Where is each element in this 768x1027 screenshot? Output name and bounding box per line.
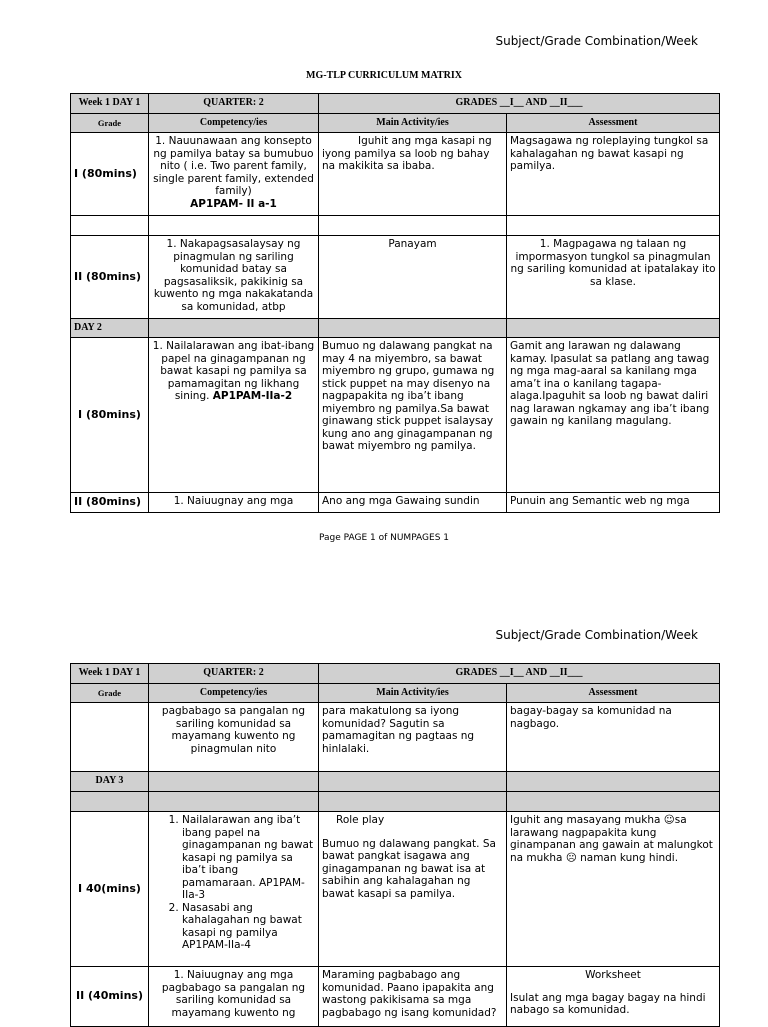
assessment-cell: Magsagawa ng roleplaying tungkol sa kahalagahan ng bawat kasapi ng pamilya. — [507, 133, 720, 216]
empty-row — [71, 216, 720, 236]
shaded-cell — [71, 792, 149, 812]
shaded-cell — [149, 792, 319, 812]
competency-cell: 1. Naiuugnay ang mga — [149, 493, 319, 513]
competency-cell — [149, 338, 319, 493]
grade-cell: I (80mins) — [71, 133, 149, 216]
activity-cell: Maraming pagbabago ang komunidad. Paano ipapakita ang wastong pakikisama sa mga pagbabago ng isang komunidad? — [319, 967, 507, 1027]
table-row — [71, 967, 720, 1027]
grade-cell: I 40(mins) — [71, 812, 149, 967]
competency-cell — [149, 812, 319, 967]
competency-cell: 1. Nakapagsasalaysay ng pinagmulan ng sariling komunidad batay sa pagsasaliksik, pakikinig sa kuwento ng mga nakakatanda sa komunidad, atbp — [149, 236, 319, 319]
grade-column-header: Grade — [71, 114, 149, 133]
column-header-row — [71, 114, 720, 133]
table-row — [71, 703, 720, 772]
shaded-cell — [319, 772, 507, 792]
day-label: DAY 2 — [71, 319, 149, 338]
competency-cell: pagbabago sa pangalan ng sariling komunidad sa mayamang kuwento ng pinagmulan nito — [149, 703, 319, 772]
table-row — [71, 812, 720, 967]
day-row — [71, 772, 720, 792]
shaded-cell — [319, 792, 507, 812]
quarter-label: QUARTER: 2 — [149, 94, 319, 114]
competency-column-header: Competency/ies — [149, 684, 319, 703]
assessment-text: Isulat ang mga bagay bagay na hindi nabago sa komunidad. — [510, 991, 706, 1016]
shaded-cell — [507, 772, 720, 792]
grade-cell: II (40mins) — [71, 967, 149, 1027]
competency-code: AP1PAM- II a-1 — [190, 197, 277, 210]
activity-cell: Panayam — [319, 236, 507, 319]
shaded-cell — [319, 319, 507, 338]
assessment-cell: 1. Magpagawa ng talaan ng impormasyon tungkol sa pinagmulan ng sariling komunidad at ipatalakay ito sa klase. — [507, 236, 720, 319]
competency-column-header: Competency/ies — [149, 114, 319, 133]
assessment-column-header: Assessment — [507, 684, 720, 703]
competency-code: AP1PAM-IIa-2 — [212, 390, 293, 402]
curriculum-matrix-table — [70, 663, 720, 1027]
quarter-label: QUARTER: 2 — [149, 664, 319, 684]
list-item: 2. Nasasabi ang kahalagahan ng bawat kasapi ng pamilya AP1PAM-IIa-4 — [182, 902, 315, 952]
competency-cell — [149, 133, 319, 216]
empty-cell — [71, 216, 149, 236]
competency-cell: 1. Naiuugnay ang mga pagbabago sa pangalan ng sariling komunidad sa mayamang kuwento ng — [149, 967, 319, 1027]
shaded-cell — [507, 792, 720, 812]
empty-cell — [149, 216, 319, 236]
day-label: DAY 3 — [71, 772, 149, 792]
grades-label: GRADES __I__ AND __II___ — [319, 664, 720, 684]
table-row — [71, 236, 720, 319]
assessment-cell: Punuin ang Semantic web ng mga — [507, 493, 720, 513]
page-footer: Page PAGE 1 of NUMPAGES 1 — [318, 533, 450, 543]
shaded-cell — [149, 319, 319, 338]
list-item: 1. Nailalarawan ang iba’t ibang papel na ginagampanan ng bawat kasapi ng pamilya sa iba’t ibang pamamaraan. AP1PAM-IIa-3 — [182, 814, 315, 902]
page-header: Subject/Grade Combination/Week — [495, 628, 698, 642]
grade-cell: II (80mins) — [71, 236, 149, 319]
table-row — [71, 133, 720, 216]
assessment-cell — [507, 967, 720, 1027]
day-row — [71, 319, 720, 338]
grade-cell: I (80mins) — [71, 338, 149, 493]
grade-cell: II (80mins) — [71, 493, 149, 513]
week-day-label: Week 1 DAY 1 — [71, 94, 149, 114]
week-day-label: Week 1 DAY 1 — [71, 664, 149, 684]
grade-column-header: Grade — [71, 684, 149, 703]
shaded-cell — [149, 772, 319, 792]
competency-list — [152, 814, 315, 952]
activity-cell: Iguhit ang mga kasapi ng iyong pamilya sa loob ng bahay na makikita sa ibaba. — [319, 133, 507, 216]
table-row — [71, 493, 720, 513]
activity-column-header: Main Activity/ies — [319, 114, 507, 133]
activity-cell: para makatulong sa iyong komunidad? Sagutin sa pamamagitan ng pagtaas ng hinlalaki. — [319, 703, 507, 772]
grade-cell — [71, 703, 149, 772]
grades-label: GRADES __I__ AND __II___ — [319, 94, 720, 114]
assessment-column-header: Assessment — [507, 114, 720, 133]
table-header-row — [71, 94, 720, 114]
activity-cell: Bumuo ng dalawang pangkat na may 4 na miyembro, sa bawat miyembro ng grupo, gumawa ng stick puppet na may disenyo na nagpapakita ng iba’t ibang miyembro ng pamilya.Sa bawat ginawang stick puppet isalaysay kung ano ang ginagampanan ng bawat miyembro ng pamilya. — [319, 338, 507, 493]
assessment-title: Worksheet — [585, 969, 641, 981]
assessment-cell: Gamit ang larawan ng dalawang kamay. Ipasulat sa patlang ang tawag ng mga mag-aaral sa kanilang mga ama’t ina o kanilang tagapa-alaga.Ipaguhit sa loob ng bawat daliri nag larawan ngkamay ang iba’t ibang gawain ng kanilang magulang. — [507, 338, 720, 493]
column-header-row — [71, 684, 720, 703]
empty-cell — [319, 216, 507, 236]
shaded-row — [71, 792, 720, 812]
assessment-cell: Iguhit ang masayang mukha ☺sa larawang nagpapakita kung ginampanan ang gawain at malungkot na mukha ☹ naman kung hindi. — [507, 812, 720, 967]
activity-cell: Ano ang mga Gawaing sundin — [319, 493, 507, 513]
activity-cell — [319, 812, 507, 967]
activity-column-header: Main Activity/ies — [319, 684, 507, 703]
curriculum-matrix-table — [70, 93, 720, 513]
competency-text: 1. Nailalarawan ang ibat-ibang papel na ginagampanan ng bawat kasapi ng pamilya sa pamamagitan ng likhang sining. — [152, 340, 315, 402]
activity-title: Role play — [336, 814, 385, 826]
page-header: Subject/Grade Combination/Week — [495, 34, 698, 48]
assessment-cell: bagay-bagay sa komunidad na nagbago. — [507, 703, 720, 772]
matrix-title: MG-TLP CURRICULUM MATRIX — [306, 70, 462, 81]
activity-text: Bumuo ng dalawang pangkat. Sa bawat pangkat isagawa ang ginagampanan ng bawat isa at sabihin ang kahalagahan ng bawat kasapi sa pamilya. — [322, 837, 496, 900]
competency-text: 1. Nauunawaan ang konsepto ng pamilya batay sa bumubuo nito ( i.e. Two parent family, single parent family, extended family) — [153, 135, 314, 197]
table-header-row — [71, 664, 720, 684]
shaded-cell — [507, 319, 720, 338]
table-row — [71, 338, 720, 493]
empty-cell — [507, 216, 720, 236]
